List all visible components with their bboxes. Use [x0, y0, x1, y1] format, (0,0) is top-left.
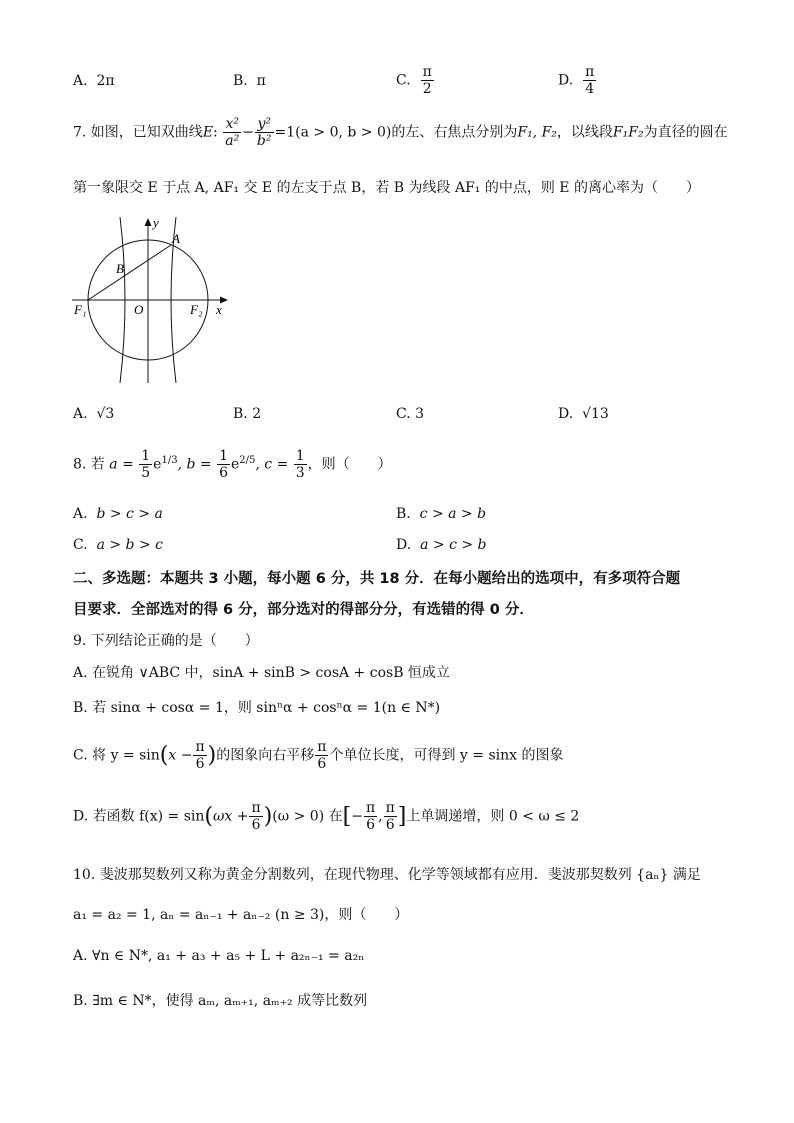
q10-option-a: A. ∀n ∈ N*, a₁ + a₃ + a₅ + L + a₂ₙ₋₁ = a₂ₙ	[73, 948, 365, 964]
q9-option-c: C. 将 y = sin(x − $\frac{\pi}{6}$ )的图象向右平移 $\frac{\pi}{6}$ 个单位长度，可得到 y = sinx 的图象	[73, 739, 564, 773]
label-y: y	[153, 215, 159, 230]
q7-option-c: C. 3	[396, 406, 425, 422]
label-f1: F₁	[74, 302, 87, 317]
q7-stem-line2: 第一象限交 E 于点 A, AF₁ 交 E 的左支于点 B，若 B 为线段 AF₁ 的中点，则 E 的离心率为（ ）	[73, 180, 700, 196]
q9-stem: 9. 下列结论正确的是（ ）	[73, 633, 259, 649]
q8-stem: 8. 若 a = $\frac{1}{5}$ $e^{1/3}$, b = $\frac{1}{6}$ $e^{2/5}$, c = $\frac{1}{3}$ ，则（ ）	[73, 448, 392, 482]
q8-option-d: D. a > c > b	[396, 537, 487, 553]
q10-stem-line1: 10. 斐波那契数列又称为黄金分割数列，在现代物理、化学等领域都有应用．斐波那契数列 {aₙ} 满足	[73, 867, 701, 883]
q10-stem-line2: a₁ = a₂ = 1, aₙ = aₙ₋₁ + aₙ₋₂ (n ≥ 3)，则（ ）	[73, 907, 409, 923]
q7-option-a: A. √3	[73, 406, 115, 422]
q8-option-a: A. b > c > a	[73, 506, 163, 522]
section-heading-line1: 二、多选题：本题共 3 小题，每小题 6 分，共 18 分．在每小题给出的选项中，有多项符合题	[73, 571, 681, 587]
q9-option-b: B. 若 sinα + cosα = 1，则 sinⁿα + cosⁿα = 1(n ∈ N*)	[73, 700, 441, 716]
q6-option-a: A. 2π	[73, 73, 115, 89]
q7-stem-line1: 7. 如图，已知双曲线E: $\frac{\text{x²}}{\text{a²}}$ − $\frac{\text{y²}}{\text{b²}}$ =1(a > 0, b > 0)的左、右焦点分别为F₁, F₂，以线段F₁F₂为直径的圆在	[73, 116, 728, 150]
q7-option-d: D. √13	[558, 406, 609, 422]
q6-option-c: C. $\frac{\pi}{2}$	[396, 64, 432, 98]
q7-option-b: B. 2	[233, 406, 262, 422]
label-a: A	[172, 231, 180, 246]
label-o: O	[134, 302, 144, 317]
section-heading-line2: 目要求．全部选对的得 6 分，部分选对的得部分分，有选错的得 0 分．	[73, 602, 534, 618]
q8-option-b: B. c > a > b	[396, 506, 487, 522]
label-x: x	[216, 302, 222, 317]
q6-option-b: B. π	[233, 73, 266, 89]
q9-option-d: D. 若函数 f(x) = sin(ωx + $\frac{\pi}{6}$ )(ω > 0) 在[− $\frac{\pi}{6}$ , $\frac{\pi}{6}$ ]上单调递增，则 0 < ω ≤ 2	[73, 800, 580, 834]
q8-option-c: C. a > b > c	[73, 537, 163, 553]
label-f2: F₂	[190, 302, 203, 317]
label-b: B	[116, 261, 124, 276]
hyperbola-circle-figure	[68, 215, 238, 385]
q9-option-a: A. 在锐角 ∨ABC 中，sinA + sinB > cosA + cosB 恒成立	[73, 665, 450, 681]
segment-af1	[88, 245, 171, 300]
q10-option-b: B. ∃m ∈ N*，使得 aₘ, aₘ₊₁, aₘ₊₂ 成等比数列	[73, 993, 368, 1009]
y-axis-arrow	[145, 218, 152, 226]
q6-option-d: D. $\frac{\pi}{4}$	[558, 64, 595, 98]
